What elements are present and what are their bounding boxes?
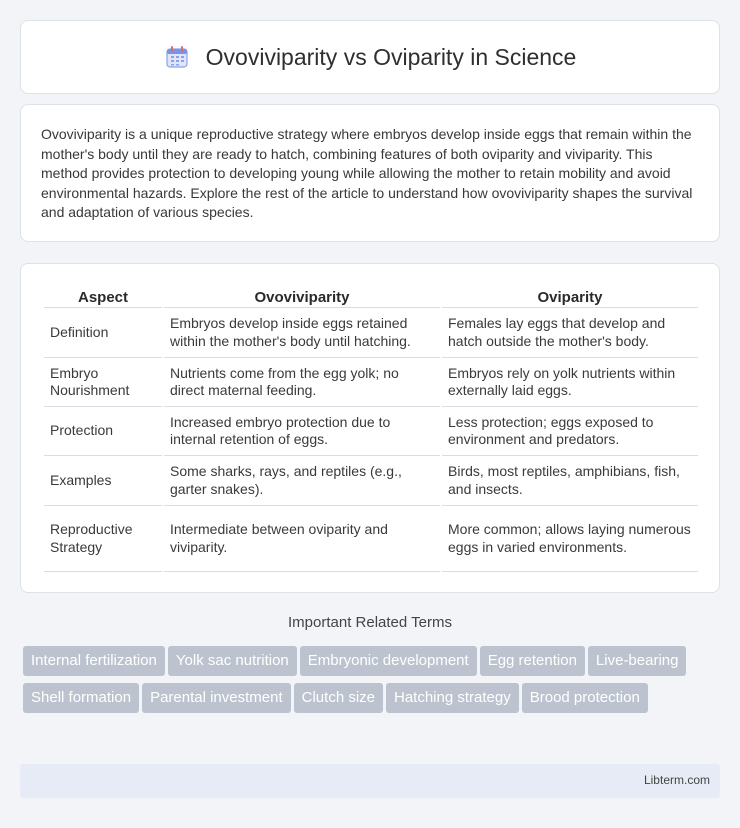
aspect-cell: Definition bbox=[44, 308, 162, 358]
aspect-cell: Protection bbox=[44, 407, 162, 456]
table-row bbox=[44, 358, 698, 407]
tag-embryonic-development[interactable]: Embryonic development bbox=[300, 646, 477, 676]
table-header-row bbox=[44, 286, 698, 308]
tag-brood-protection[interactable]: Brood protection bbox=[522, 683, 648, 713]
related-terms-title: Important Related Terms bbox=[288, 614, 452, 631]
comparison-table-card bbox=[20, 263, 720, 593]
ovoviviparity-cell: Increased embryo protection due to internal retention of eggs. bbox=[164, 407, 440, 456]
oviparity-cell: Embryos rely on yolk nutrients within externally laid eggs. bbox=[442, 358, 698, 407]
calendar-icon bbox=[164, 44, 190, 70]
tag-internal-fertilization[interactable]: Internal fertilization bbox=[23, 646, 165, 676]
header-aspect: Aspect bbox=[44, 286, 162, 308]
oviparity-cell: Birds, most reptiles, amphibians, fish, and insects. bbox=[442, 456, 698, 506]
ovoviviparity-cell: Intermediate between oviparity and viviparity. bbox=[164, 506, 440, 572]
tag-clutch-size[interactable]: Clutch size bbox=[294, 683, 383, 713]
tag-egg-retention[interactable]: Egg retention bbox=[480, 646, 585, 676]
oviparity-cell: More common; allows laying numerous eggs in varied environments. bbox=[442, 506, 698, 572]
tag-live-bearing[interactable]: Live-bearing bbox=[588, 646, 687, 676]
tag-shell-formation[interactable]: Shell formation bbox=[23, 683, 139, 713]
ovoviviparity-cell: Nutrients come from the egg yolk; no direct maternal feeding. bbox=[164, 358, 440, 407]
aspect-cell: Examples bbox=[44, 456, 162, 506]
intro-card bbox=[20, 104, 720, 242]
table-row bbox=[44, 456, 698, 506]
table-row bbox=[44, 506, 698, 572]
comparison-table bbox=[42, 286, 700, 572]
tag-yolk-sac-nutrition[interactable]: Yolk sac nutrition bbox=[168, 646, 297, 676]
oviparity-cell: Less protection; eggs exposed to environment and predators. bbox=[442, 407, 698, 456]
tag-hatching-strategy[interactable]: Hatching strategy bbox=[386, 683, 519, 713]
aspect-cell: Reproductive Strategy bbox=[44, 506, 162, 572]
ovoviviparity-cell: Embryos develop inside eggs retained within the mother's body until hatching. bbox=[164, 308, 440, 358]
tag-parental-investment[interactable]: Parental investment bbox=[142, 683, 291, 713]
footer bbox=[20, 764, 720, 798]
header-ovoviviparity: Ovoviviparity bbox=[164, 286, 440, 308]
intro-paragraph: Ovoviviparity is a unique reproductive strategy where embryos develop inside eggs that remain within the mother's body until they are ready to hatch, combining features of both oviparity and viviparity. This method provides protection to developing young while allowing the mother to retain mobility and avoid environmental hazards. Explore the rest of the article to understand how ovoviviparity shapes the survival and adaptation of various species. bbox=[41, 126, 693, 221]
related-terms-tags bbox=[23, 646, 723, 720]
aspect-cell: Embryo Nourishment bbox=[44, 358, 162, 407]
ovoviviparity-cell: Some sharks, rays, and reptiles (e.g., garter snakes). bbox=[164, 456, 440, 506]
table-row bbox=[44, 308, 698, 358]
footer-site-link[interactable]: Libterm.com bbox=[643, 773, 710, 787]
title-card bbox=[20, 20, 720, 94]
page-title: Ovoviviparity vs Oviparity in Science bbox=[205, 43, 577, 70]
oviparity-cell: Females lay eggs that develop and hatch outside the mother's body. bbox=[442, 308, 698, 358]
header-oviparity: Oviparity bbox=[442, 286, 698, 308]
table-row bbox=[44, 407, 698, 456]
